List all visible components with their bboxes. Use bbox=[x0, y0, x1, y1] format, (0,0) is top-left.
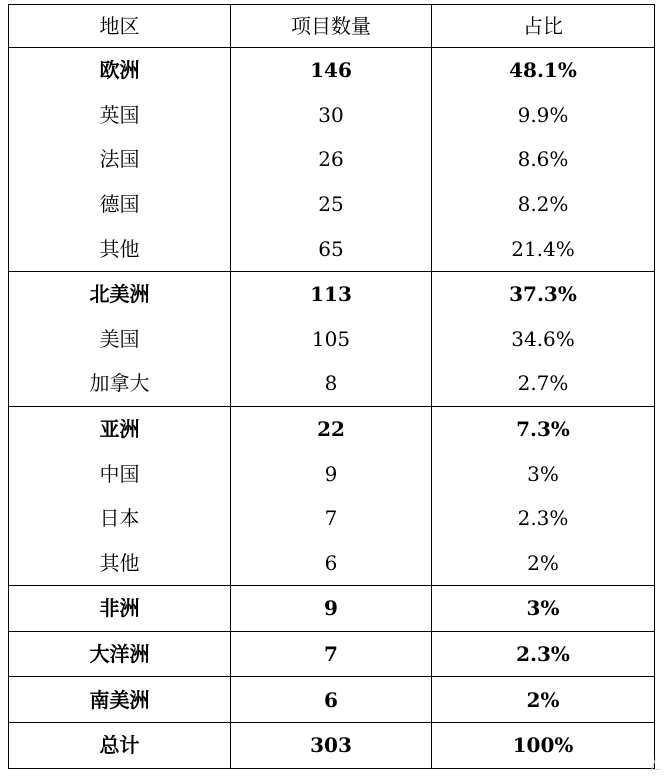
cell-count: 113 bbox=[231, 271, 432, 316]
header-count: 项目数量 bbox=[231, 5, 432, 48]
table-row bbox=[9, 226, 655, 271]
table-row bbox=[9, 137, 655, 182]
cell-share: 37.3% bbox=[432, 271, 655, 316]
cell-count: 9 bbox=[231, 451, 432, 496]
cell-region: 日本 bbox=[9, 496, 231, 541]
cell-share: 2% bbox=[432, 677, 655, 723]
cell-share: 21.4% bbox=[432, 226, 655, 271]
table-row-summary bbox=[9, 271, 655, 316]
cell-share: 7.3% bbox=[432, 406, 655, 451]
cell-share: 2.3% bbox=[432, 631, 655, 677]
cell-count: 105 bbox=[231, 317, 432, 362]
cell-share: 48.1% bbox=[432, 48, 655, 93]
cell-share: 2.3% bbox=[432, 496, 655, 541]
table-row-summary bbox=[9, 406, 655, 451]
header-share: 占比 bbox=[432, 5, 655, 48]
table-row bbox=[9, 451, 655, 496]
cell-count: 65 bbox=[231, 226, 432, 271]
cell-count: 25 bbox=[231, 182, 432, 227]
cell-region: 其他 bbox=[9, 226, 231, 271]
cell-count: 7 bbox=[231, 631, 432, 677]
table-row bbox=[9, 317, 655, 362]
cell-share: 3% bbox=[432, 451, 655, 496]
table-row bbox=[9, 496, 655, 541]
table-body bbox=[9, 48, 655, 769]
cell-region: 中国 bbox=[9, 451, 231, 496]
cell-region: 亚洲 bbox=[9, 406, 231, 451]
cell-share: 2% bbox=[432, 541, 655, 586]
header-row bbox=[9, 5, 655, 48]
cell-region: 加拿大 bbox=[9, 361, 231, 406]
cell-region: 其他 bbox=[9, 541, 231, 586]
table-row-summary bbox=[9, 677, 655, 723]
cell-share: 2.7% bbox=[432, 361, 655, 406]
region-project-table bbox=[8, 4, 655, 769]
cell-region: 法国 bbox=[9, 137, 231, 182]
table-row bbox=[9, 93, 655, 138]
table-header bbox=[9, 5, 655, 48]
cell-region: 北美洲 bbox=[9, 271, 231, 316]
table-row-summary bbox=[9, 586, 655, 632]
table-row bbox=[9, 182, 655, 227]
cell-region: 南美洲 bbox=[9, 677, 231, 723]
cell-share: 8.2% bbox=[432, 182, 655, 227]
cell-region: 大洋洲 bbox=[9, 631, 231, 677]
cell-region: 非洲 bbox=[9, 586, 231, 632]
total-count: 303 bbox=[231, 722, 432, 768]
cell-count: 9 bbox=[231, 586, 432, 632]
cell-count: 6 bbox=[231, 541, 432, 586]
cell-region: 德国 bbox=[9, 182, 231, 227]
cell-count: 8 bbox=[231, 361, 432, 406]
cell-count: 6 bbox=[231, 677, 432, 723]
cell-count: 26 bbox=[231, 137, 432, 182]
cell-count: 7 bbox=[231, 496, 432, 541]
cell-share: 9.9% bbox=[432, 93, 655, 138]
table-row-summary bbox=[9, 48, 655, 93]
total-region: 总计 bbox=[9, 722, 231, 768]
cell-count: 146 bbox=[231, 48, 432, 93]
region-project-table-container bbox=[8, 4, 654, 769]
table-row-total bbox=[9, 722, 655, 768]
cell-share: 3% bbox=[432, 586, 655, 632]
cell-share: 8.6% bbox=[432, 137, 655, 182]
total-share: 100% bbox=[432, 722, 655, 768]
cell-region: 欧洲 bbox=[9, 48, 231, 93]
cell-region: 英国 bbox=[9, 93, 231, 138]
table-row bbox=[9, 541, 655, 586]
cell-count: 22 bbox=[231, 406, 432, 451]
cell-count: 30 bbox=[231, 93, 432, 138]
table-row bbox=[9, 361, 655, 406]
header-region: 地区 bbox=[9, 5, 231, 48]
cell-share: 34.6% bbox=[432, 317, 655, 362]
table-row-summary bbox=[9, 631, 655, 677]
cell-region: 美国 bbox=[9, 317, 231, 362]
